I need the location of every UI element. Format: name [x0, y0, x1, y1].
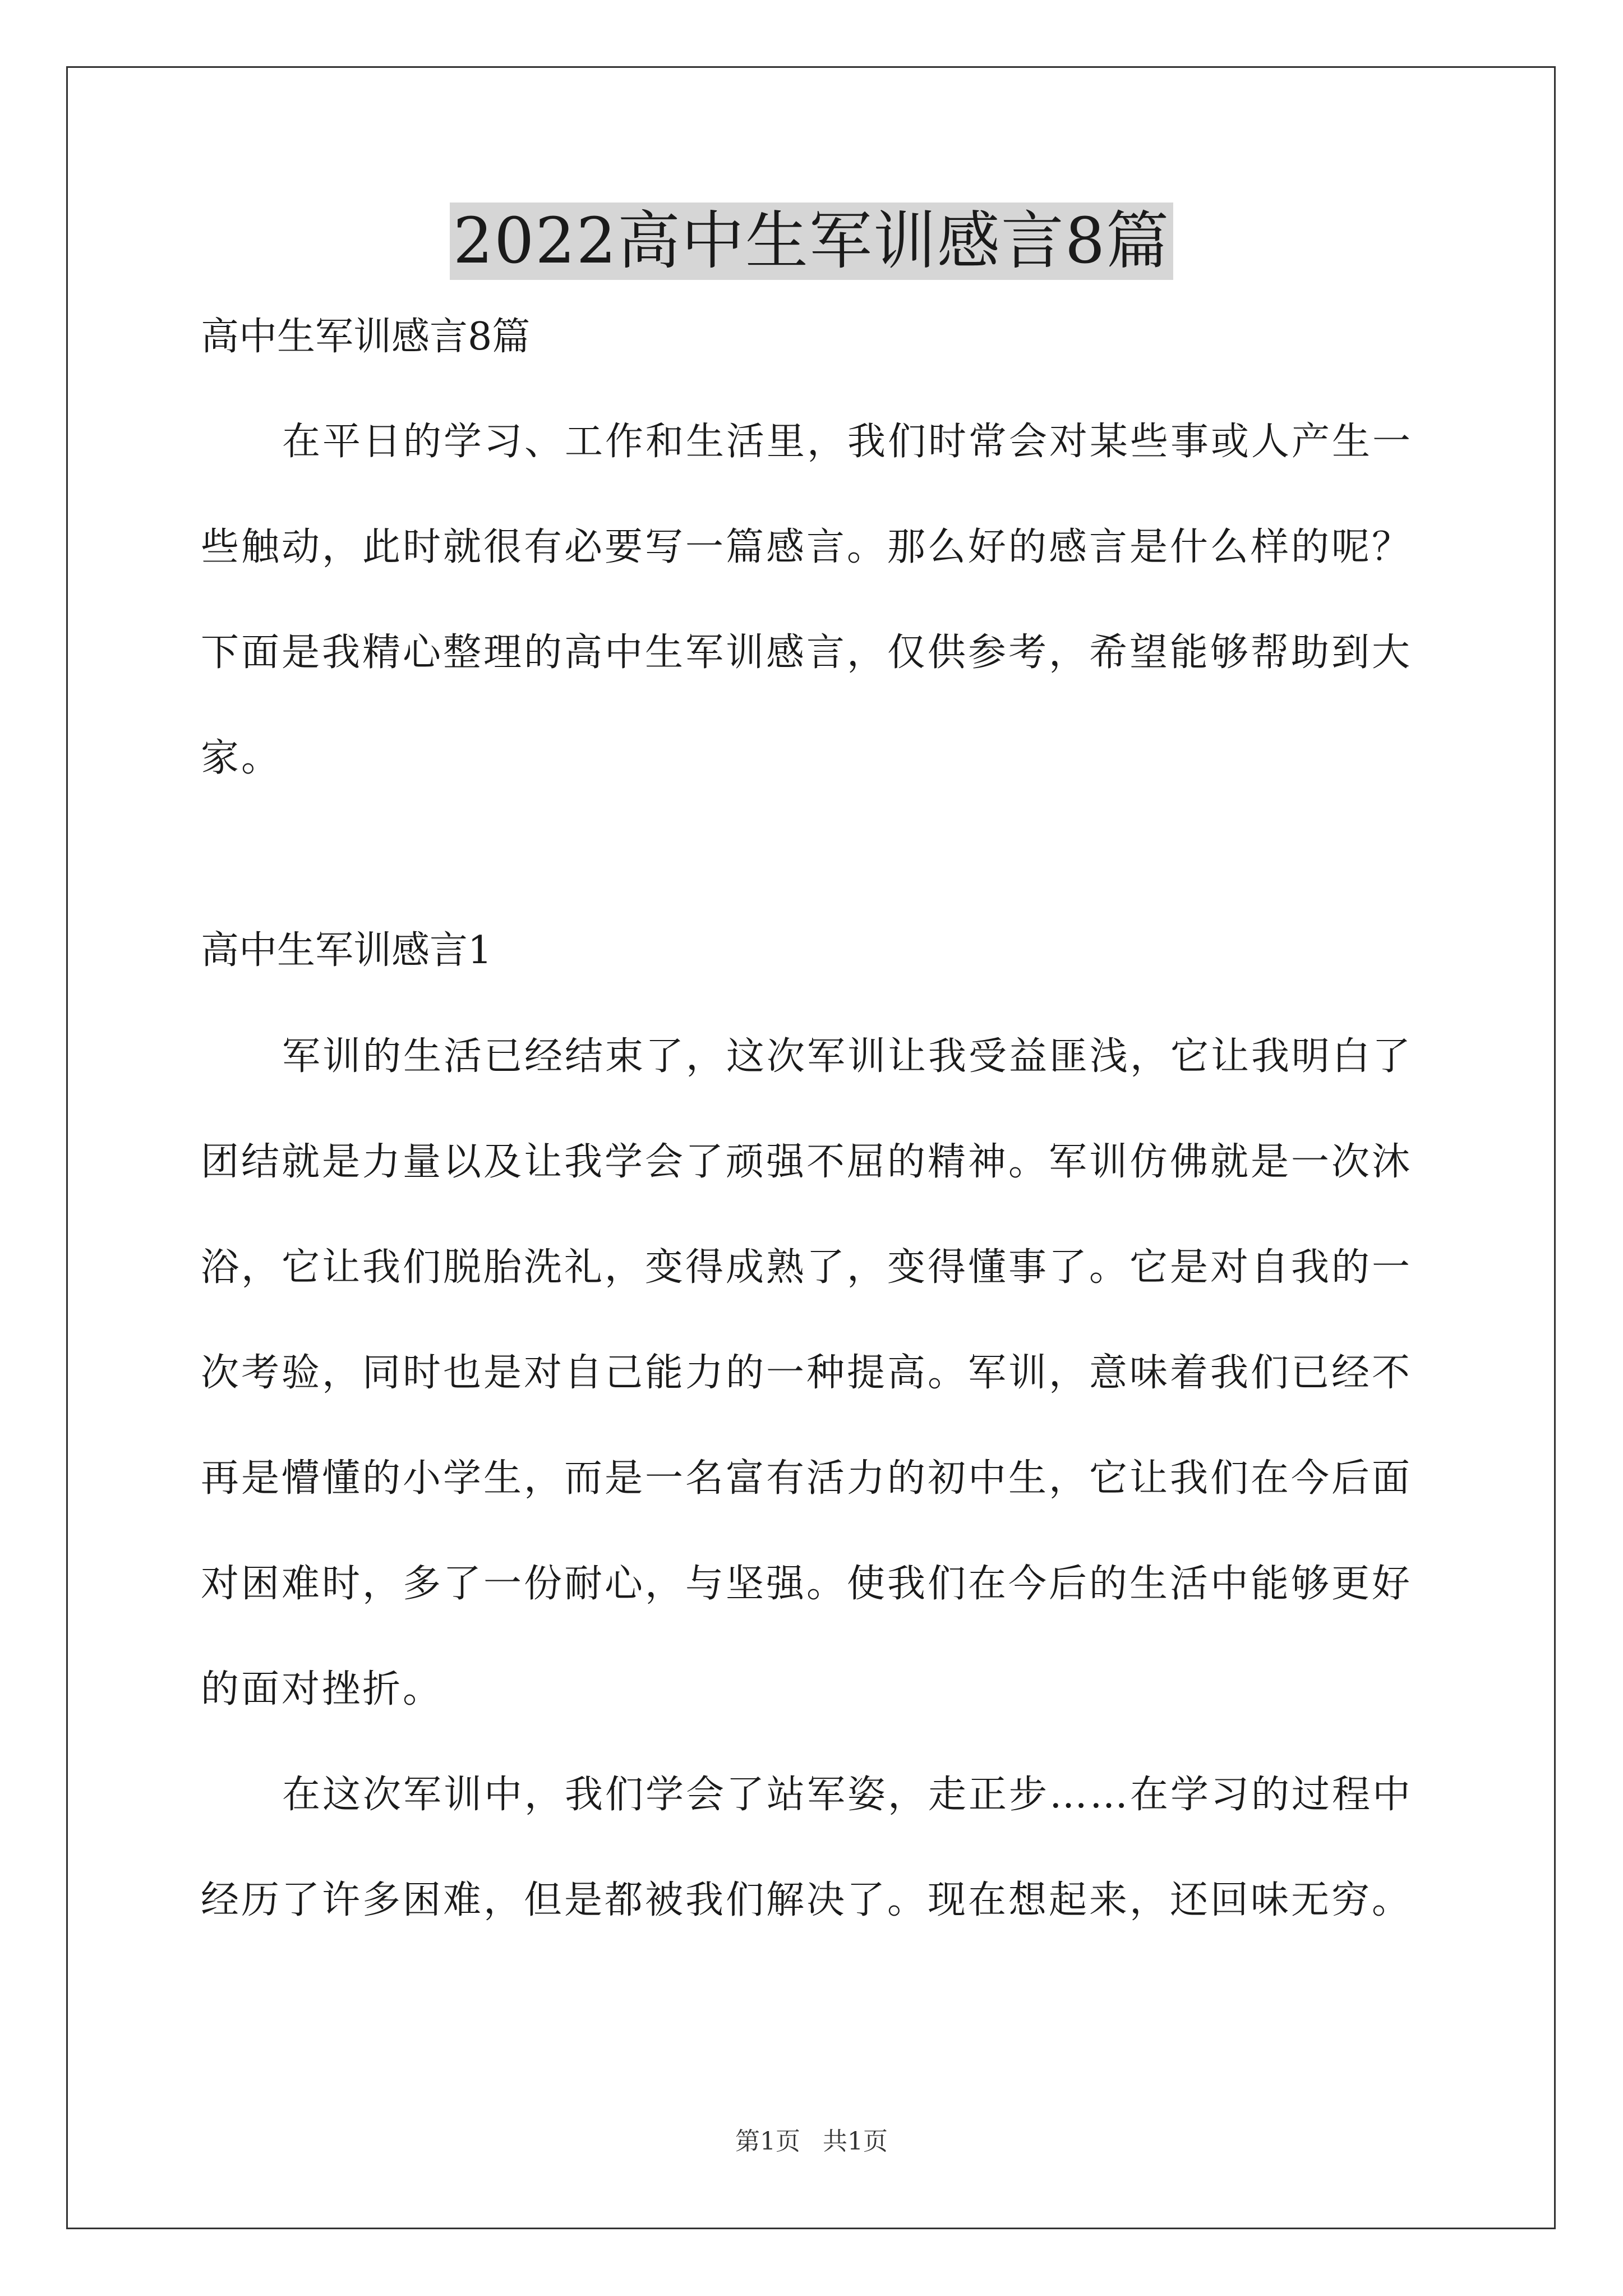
intro-line: 家。 — [201, 736, 282, 780]
intro-line: 下面是我精心整理的高中生军训感言，仅供参考，希望能够帮助到大 — [201, 631, 1413, 675]
paragraph-line: 对困难时，多了一份耐心，与坚强。使我们在今后的生活中能够更好 — [201, 1562, 1413, 1606]
paragraph-line: 在这次军训中，我们学会了站军姿，走正步……在学习的过程中 — [282, 1773, 1413, 1817]
paragraph-line: 再是懵懂的小学生，而是一名富有活力的初中生，它让我们在今后面 — [201, 1456, 1413, 1501]
document-subtitle: 高中生军训感言8篇 — [201, 315, 531, 359]
document-title-text: 2022高中生军训感言8篇 — [450, 203, 1173, 280]
document-body — [201, 314, 1426, 1953]
section-heading-1: 高中生军训感言1 — [201, 928, 492, 973]
document-title — [0, 202, 1623, 280]
section1-paragraph-2 — [201, 1742, 1426, 1953]
paragraph-line: 的面对挫折。 — [201, 1667, 444, 1711]
intro-line: 些触动，此时就很有必要写一篇感言。那么好的感言是什么样的呢？ — [201, 525, 1413, 569]
intro-line: 在平日的学习、工作和生活里，我们时常会对某些事或人产生一 — [282, 420, 1413, 464]
paragraph-line: 军训的生活已经结束了，这次军训让我受益匪浅，它让我明白了 — [282, 1034, 1413, 1079]
intro-paragraph — [201, 389, 1426, 811]
paragraph-line: 经历了许多困难，但是都被我们解决了。现在想起来，还回味无穷。 — [201, 1878, 1413, 1922]
paragraph-line: 团结就是力量以及让我学会了顽强不屈的精神。军训仿佛就是一次沐 — [201, 1140, 1413, 1184]
page-footer — [0, 2125, 1623, 2159]
page-number-current: 第1页 — [735, 2127, 800, 2156]
page-number-total: 共1页 — [823, 2127, 888, 2156]
paragraph-line: 浴，它让我们脱胎洗礼，变得成熟了，变得懂事了。它是对自我的一 — [201, 1245, 1413, 1290]
section1-paragraph-1 — [201, 1004, 1426, 1742]
paragraph-line: 次考验，同时也是对自己能力的一种提高。军训，意味着我们已经不 — [201, 1351, 1413, 1395]
